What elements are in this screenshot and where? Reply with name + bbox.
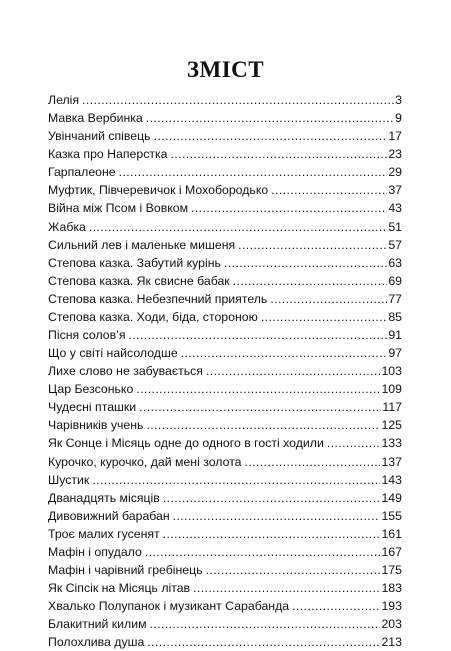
dot-leader: [154, 127, 388, 145]
table-of-contents: [48, 91, 402, 651]
toc-entry-title: Що у світі найсолодше: [48, 346, 178, 361]
toc-entry-page: 143: [381, 472, 402, 487]
toc-entry-page: 125: [381, 418, 402, 433]
dot-leader: [224, 254, 387, 272]
toc-entry-page: 103: [381, 364, 402, 379]
toc-entry-page: 97: [388, 346, 402, 361]
dot-leader: [245, 453, 381, 471]
toc-entry-title: Жабка: [48, 219, 86, 234]
toc-entry: [48, 615, 402, 633]
toc-entry-page: 63: [388, 255, 402, 270]
toc-entry-page: 149: [381, 490, 402, 505]
toc-entry: [48, 272, 402, 290]
toc-entry-page: 77: [388, 291, 402, 306]
toc-entry-title: Чарівників учень: [48, 418, 144, 433]
toc-entry: [48, 416, 402, 434]
toc-entry-page: 43: [388, 201, 402, 216]
dot-leader: [145, 543, 381, 561]
toc-entry: [48, 308, 402, 326]
dot-leader: [270, 290, 387, 308]
toc-entry-title: Чудесні пташки: [48, 400, 137, 415]
toc-entry-title: Хвалько Полупанок і музикант Сарабанда: [48, 599, 290, 614]
dot-leader: [119, 163, 388, 181]
toc-entry: [48, 398, 402, 416]
toc-entry: [48, 561, 402, 579]
dot-leader: [92, 471, 380, 489]
toc-entry-page: 91: [388, 328, 402, 343]
toc-entry-title: Сильний лев і маленьке мишеня: [48, 237, 236, 252]
toc-entry-title: Дивовижний барабан: [48, 508, 170, 523]
toc-entry: [48, 453, 402, 471]
toc-entry-page: 203: [381, 617, 402, 632]
toc-entry: [48, 543, 402, 561]
dot-leader: [271, 181, 387, 199]
toc-entry-title: Як Сонце і Місяць одне до одного в гості ходили: [48, 436, 324, 451]
dot-leader: [171, 145, 388, 163]
toc-entry: [48, 290, 402, 308]
toc-entry: [48, 362, 402, 380]
toc-entry: [48, 434, 402, 452]
toc-entry: [48, 344, 402, 362]
toc-entry-page: 9: [395, 111, 402, 126]
toc-entry-page: 17: [388, 129, 402, 144]
toc-entry-page: 133: [381, 436, 402, 451]
toc-entry-title: Війна між Псом і Вовком: [48, 201, 189, 216]
toc-entry-title: Шустик: [48, 472, 90, 487]
dot-leader: [136, 380, 380, 398]
toc-entry-title: Полохлива душа: [48, 635, 145, 650]
toc-entry-page: 29: [388, 165, 402, 180]
dot-leader: [181, 344, 388, 362]
toc-entry-title: Степова казка. Як свисне бабак: [48, 273, 230, 288]
toc-entry-page: 109: [381, 382, 402, 397]
toc-entry-title: Мафін і чарівний гребінець: [48, 563, 203, 578]
dot-leader: [173, 507, 381, 525]
toc-entry-title: Мафін і опудало: [48, 544, 142, 559]
dot-leader: [89, 218, 387, 236]
toc-entry: [48, 471, 402, 489]
dot-leader: [146, 416, 380, 434]
dot-leader: [150, 615, 381, 633]
toc-entry-title: Цар Безсонько: [48, 382, 134, 397]
toc-entry: [48, 127, 402, 145]
dot-leader: [82, 91, 394, 109]
toc-entry-title: Гарпалеоне: [48, 165, 116, 180]
toc-entry-page: 175: [381, 563, 402, 578]
toc-entry: [48, 380, 402, 398]
dot-leader: [147, 633, 380, 651]
toc-entry-title: Пісня солов’я: [48, 328, 126, 343]
toc-entry-page: 193: [381, 599, 402, 614]
toc-entry: [48, 91, 402, 109]
toc-entry-title: Курочко, курочко, дай мені золота: [48, 454, 242, 469]
toc-entry: [48, 597, 402, 615]
dot-leader: [233, 272, 388, 290]
toc-entry-title: Казка про Наперстка: [48, 147, 168, 162]
toc-entry: [48, 525, 402, 543]
toc-entry-title: Троє малих гусенят: [48, 526, 160, 541]
dot-leader: [129, 326, 388, 344]
toc-entry-title: Муфтик, Півчеревичок і Мохобородько: [48, 183, 269, 198]
toc-entry-page: 3: [395, 93, 402, 107]
toc-entry-page: 51: [388, 219, 402, 234]
toc-entry-title: Степова казка. Ходи, біда, стороною: [48, 309, 258, 324]
dot-leader: [193, 579, 380, 597]
toc-entry-page: 117: [382, 400, 402, 415]
dot-leader: [238, 236, 387, 254]
toc-entry-page: 161: [381, 526, 402, 541]
toc-entry-title: Мавка Вербинка: [48, 111, 143, 126]
toc-entry-page: 23: [388, 147, 402, 162]
toc-entry: [48, 489, 402, 507]
dot-leader: [292, 597, 380, 615]
toc-entry-title: Дванадцять місяців: [48, 490, 160, 505]
toc-entry: [48, 633, 402, 651]
toc-entry-title: Лихе слово не забувається: [48, 364, 203, 379]
toc-entry-title: Степова казка. Забутий курінь: [48, 255, 221, 270]
dot-leader: [261, 308, 387, 326]
toc-entry-page: 183: [381, 581, 402, 596]
toc-entry: [48, 218, 402, 236]
toc-entry: [48, 145, 402, 163]
toc-entry: [48, 163, 402, 181]
toc-entry-page: 167: [381, 544, 402, 559]
toc-entry-title: Увінчаний співець: [48, 129, 151, 144]
dot-leader: [206, 561, 381, 579]
dot-leader: [163, 489, 381, 507]
toc-entry: [48, 579, 402, 597]
toc-entry: [48, 236, 402, 254]
toc-entry-page: 85: [388, 309, 402, 324]
toc-entry-title: Як Сіпсік на Місяць літав: [48, 581, 191, 596]
toc-entry: [48, 326, 402, 344]
toc-entry-page: 213: [381, 635, 402, 650]
toc-entry-page: 137: [381, 454, 402, 469]
toc-entry: [48, 181, 402, 199]
toc-entry-page: 57: [388, 237, 402, 252]
toc-entry-page: 155: [381, 508, 402, 523]
page-title: ЗМІСТ: [186, 57, 265, 82]
toc-entry-title: Блакитний килим: [48, 617, 147, 632]
dot-leader: [139, 398, 381, 416]
toc-entry-page: 69: [388, 273, 402, 288]
toc-entry: [48, 199, 402, 217]
dot-leader: [191, 199, 387, 217]
dot-leader: [146, 109, 394, 127]
toc-entry: [48, 254, 402, 272]
toc-entry-title: Лелія: [48, 93, 80, 107]
toc-entry: [48, 109, 402, 127]
toc-entry: [48, 507, 402, 525]
dot-leader: [327, 434, 381, 452]
toc-entry-page: 37: [388, 183, 402, 198]
dot-leader: [163, 525, 381, 543]
toc-entry-title: Степова казка. Небезпечний приятель: [48, 291, 268, 306]
dot-leader: [206, 362, 381, 380]
